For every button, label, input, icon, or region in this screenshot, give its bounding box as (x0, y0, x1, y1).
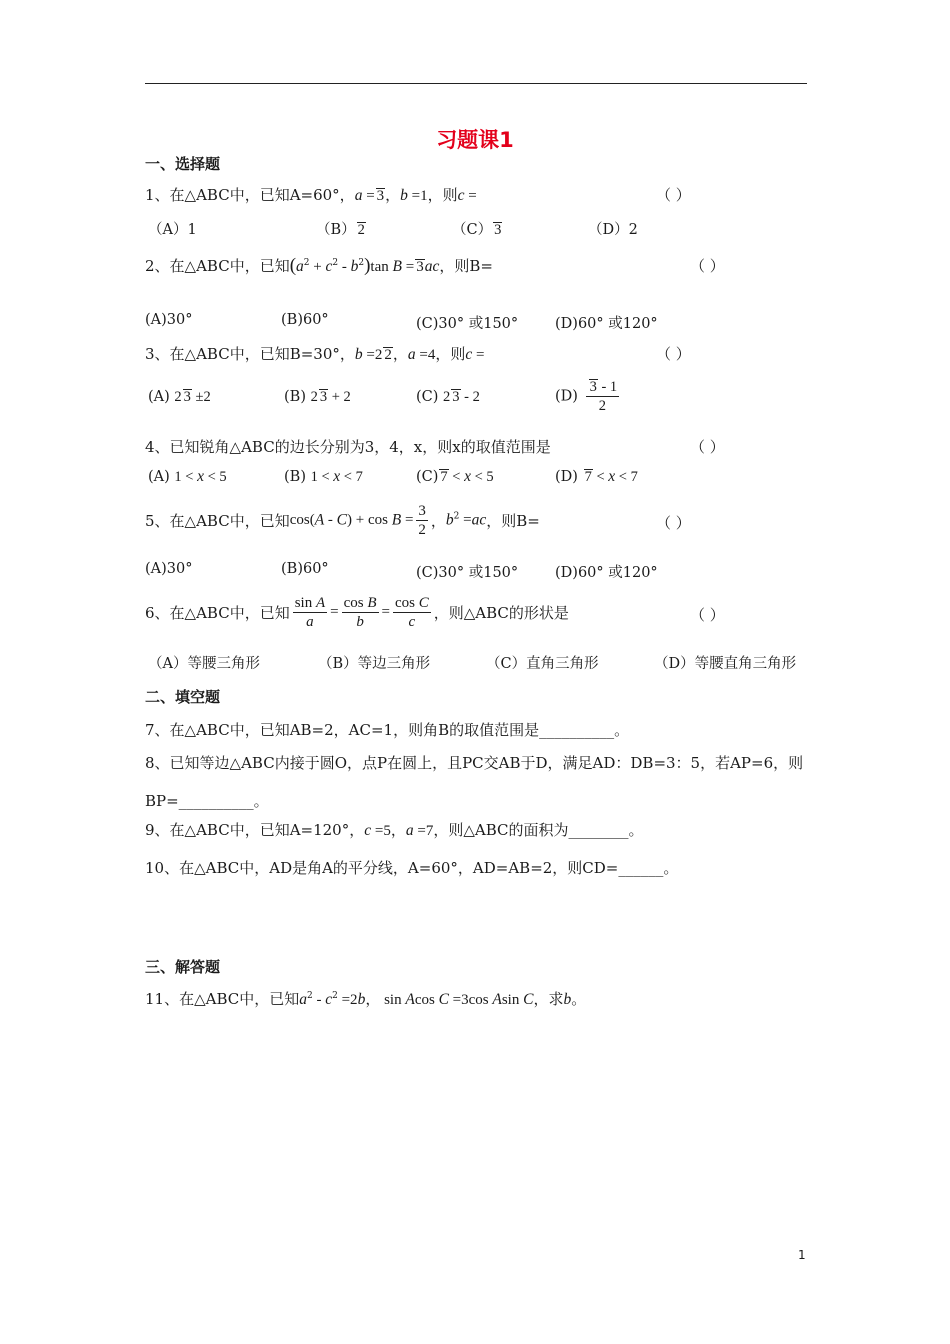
q2-option-b: (B)60° (281, 312, 329, 328)
q6-option-b: （B）等边三角形 (318, 656, 431, 672)
section-heading-fill: 二、填空题 (145, 688, 221, 706)
answer-blank: （ ） (656, 514, 691, 532)
q5-option-d: (D)60° 或120° (555, 565, 658, 581)
q2-option-d: (D)60° 或120° (555, 316, 658, 332)
question-1: 1、在△ABC中，已知A=60°，a = 3，b =1，则c = (145, 186, 477, 204)
q3-option-d: (D) $\frac{3 - 1}{2}$ (555, 379, 618, 414)
q1-option-b: （B） 2 (316, 222, 365, 238)
answer-blank: （ ） (690, 257, 725, 275)
question-8-line-2: BP=__________。 (145, 792, 269, 810)
question-7: 7、在△ABC中，已知AB=2，AC=1，则角B的取值范围是__________。 (145, 721, 630, 739)
q1-option-a: （A）1 (148, 222, 197, 238)
page-number: 1 (798, 1248, 806, 1262)
section-heading-choice: 一、选择题 (145, 155, 221, 173)
answer-blank: （ ） (690, 438, 725, 456)
q2-option-a: (A)30° (145, 312, 193, 328)
answer-blank: （ ） (656, 186, 691, 204)
answer-blank: （ ） (690, 606, 725, 624)
section-heading-answer: 三、解答题 (145, 958, 221, 976)
page-title: 习题课1 (436, 128, 514, 152)
q6-option-a: （A）等腰三角形 (148, 656, 260, 672)
q4-option-d: (D) 7 < x < 7 (555, 468, 638, 485)
q6-option-c: （C）直角三角形 (486, 656, 599, 672)
q1-option-d: （D）2 (588, 222, 638, 238)
q5-option-c: (C)30° 或150° (416, 565, 519, 581)
q4-option-a: (A) 1 < x < 5 (148, 468, 227, 485)
q4-option-c: (C) 7 < x < 5 (416, 468, 494, 485)
q3-option-c: (C) 2 3 - 2 (416, 389, 480, 405)
header-rule (145, 83, 807, 84)
q6-option-d: （D）等腰直角三角形 (654, 656, 797, 672)
q5-option-a: (A)30° (145, 561, 193, 577)
question-8-line-1: 8、已知等边△ABC内接于圆O，点P在圆上，且PC交AB于D，满足AD：DB=3：5，若AP=6，则 (145, 754, 804, 772)
question-4: 4、已知锐角△ABC的边长分别为3，4，x，则x的取值范围是 (145, 438, 551, 456)
answer-blank: （ ） (656, 345, 691, 363)
q5-option-b: (B)60° (281, 561, 329, 577)
q2-option-c: (C)30° 或150° (416, 316, 519, 332)
question-6: 6、在△ABC中，已知 $\frac{\text{sin A}}{a}$ = $\frac{\text{cos B}}{b}$ = $\frac{\text{cos C}}{c}$ ，则△ABC的形状是 (145, 595, 569, 630)
q1-option-c: （C） 3 (452, 222, 502, 238)
q3-option-b: (B) 2 3 + 2 (284, 389, 351, 405)
question-11: 11、在△ABC中，已知$a^2 - c^2 =2b$， sin Acos C =3cos Asin C，求b。 (145, 990, 587, 1008)
question-9: 9、在△ABC中，已知A=120°，c =5，a =7，则△ABC的面积为________。 (145, 821, 644, 839)
question-3: 3、在△ABC中，已知B=30°，b =2 2，a =4，则c = (145, 345, 485, 363)
question-10: 10、在△ABC中，AD是角A的平分线，A=60°，AD=AB=2，则CD=______。 (145, 859, 679, 877)
question-5: 5、在△ABC中，已知cos(A - C) + cos B = $\frac{3}{2}$ ，$b^2 =ac$，则B= (145, 503, 540, 538)
q4-option-b: (B) 1 < x < 7 (284, 468, 363, 485)
q3-option-a: (A) 2 3 ±2 (148, 389, 211, 405)
question-2: 2、在△ABC中，已知$(a^2 + c^2 - b^2)\tan$ B = 3ac，则B= (145, 255, 493, 276)
math-a-eq-sqrt3: a (354, 187, 363, 204)
